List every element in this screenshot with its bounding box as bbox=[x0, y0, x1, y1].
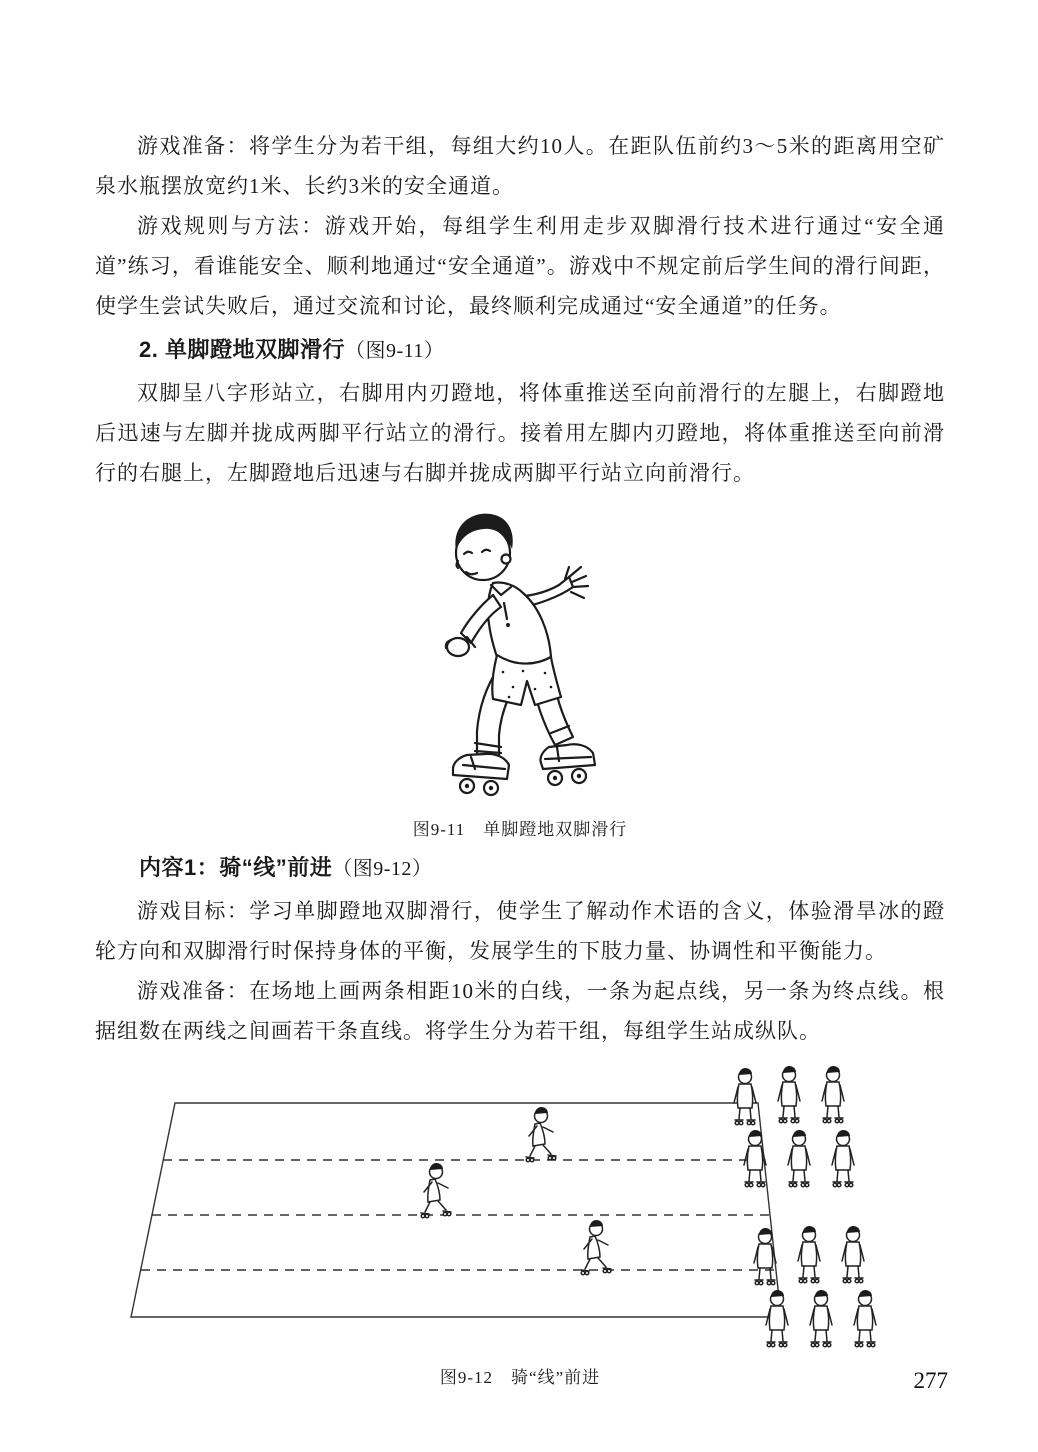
heading-single-foot-push-glide-figref: （图9-11） bbox=[344, 340, 445, 362]
paragraph-skating-technique: 双脚呈八字形站立，右脚用内刃蹬地，将体重推送至向前滑行的左腿上，右脚蹬地后迅速与左脚并拢成两脚平行站立的滑行。接着用左脚内刃蹬地，将体重推送至向前滑行的右腿上，左脚蹬地后迅速与右脚并拢成两脚平行站立向前滑行。 bbox=[95, 381, 945, 485]
heading-single-foot-push-glide-text: 2. 单脚蹬地双脚滑行 bbox=[139, 337, 345, 362]
paragraph-game-rules: 游戏规则与方法：游戏开始，每组学生利用走步双脚滑行技术进行通过“安全通道”练习，看谁能安全、顺利地通过“安全通道”。游戏中不规定前后学生间的滑行间距，使学生尝试失败后，通过交流和讨论，最终顺利完成通过“安全通道”的任务。 bbox=[95, 214, 945, 318]
student-queue-bottom bbox=[754, 1226, 876, 1347]
paragraph-game-preparation-2: 游戏准备：在场地上画两条相距10米的白线，一条为起点线，另一条为终点线。根据组数在两线之间画若干条直线。将学生分为若干组，每组学生站成纵队。 bbox=[95, 979, 945, 1043]
skaters-on-lines bbox=[421, 1107, 611, 1275]
page-content bbox=[95, 126, 945, 1388]
figure-9-11-caption: 图9-11 单脚蹬地双脚滑行 bbox=[412, 820, 628, 839]
figure-9-12 bbox=[95, 1065, 945, 1388]
page-number: 277 bbox=[913, 1368, 948, 1393]
heading-content-1-figref: （图9-12） bbox=[332, 858, 433, 880]
skating-boy-drawing bbox=[403, 507, 638, 807]
field-diagram-illustration bbox=[113, 1065, 945, 1355]
student-queue-top bbox=[734, 1066, 854, 1187]
skating-boy-illustration bbox=[95, 507, 945, 807]
heading-content-1 bbox=[95, 846, 945, 891]
paragraph-game-preparation-1: 游戏准备：将学生分为若干组，每组大约10人。在距队伍前约3～5米的距离用空矿泉水瓶摆放宽约1米、长约3米的安全通道。 bbox=[95, 134, 945, 198]
field-diagram-drawing bbox=[113, 1065, 913, 1350]
figure-9-11 bbox=[95, 507, 945, 840]
figure-9-12-caption: 图9-12 骑“线”前进 bbox=[439, 1368, 601, 1387]
paragraph-game-goal: 游戏目标：学习单脚蹬地双脚滑行，使学生了解动作术语的含义，体验滑旱冰的蹬轮方向和双脚滑行时保持身体的平衡，发展学生的下肢力量、协调性和平衡能力。 bbox=[95, 899, 945, 963]
field-outline bbox=[131, 1103, 781, 1317]
heading-single-foot-push-glide bbox=[95, 328, 945, 373]
heading-content-1-text: 内容1：骑“线”前进 bbox=[139, 855, 333, 880]
